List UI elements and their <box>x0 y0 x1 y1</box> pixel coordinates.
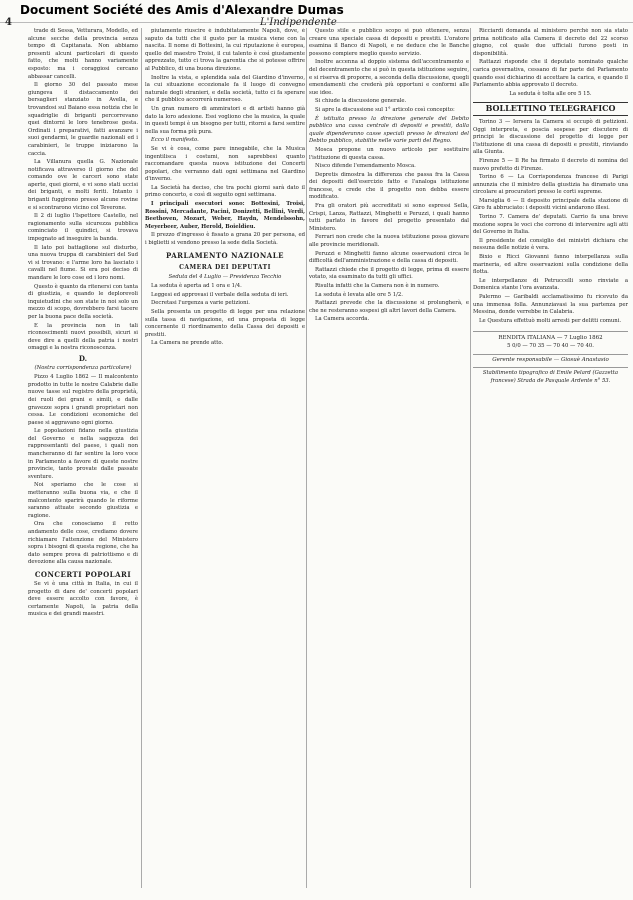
paragraph: Rattazzi risponde che il deputato nominato qualche carica governativa, cessano di far parte del Parlamento quando essi dichiarino di accettare la carica, e quando il Parlamento abbia approvato il decreto. <box>473 59 628 89</box>
paragraph: Ferrari non crede che la nuova istituzione possa giovare alle provincie meridionali. <box>309 234 469 249</box>
paragraph: Ricciardi domanda al ministero perchè non sia stato prima notificato alla Camera il decreto del 22 scorso giugno, col quale due ufficiali furono posti in disponibilità. <box>473 28 628 57</box>
paragraph: Nisco difende l'emendamento Mosca. <box>315 163 416 170</box>
signature-initial: D. <box>78 353 88 363</box>
paragraph: Fra gli oratori più accreditati si sono espressi Sella, Crispi, Lanza, Rattazzi, Minghetti e Peruzzi, i quali hanno tutti parlato in favore del progetto presentato dal Ministero. <box>309 203 469 232</box>
telegraph-item: Le Questura effettuò molti arresti per delitti comuni. <box>479 317 622 324</box>
paragraph: Un gran numero di ammiratori e di artisti hanno già dato la loro adesione. Essi vogliono che la musica, la quale in questi tempi è un bisogno per tutti, ritorni a farsi sentire nella sua forma più pura. <box>145 105 305 135</box>
paragraph: La Società ha deciso, che tra pochi giorni sarà dato il primo concerto, e così di seguito ogni settimana. <box>145 184 305 199</box>
section-subtitle: (Nostra corrispondenza particolare) <box>34 364 132 371</box>
column-3 <box>309 28 469 888</box>
section-heading: PARLAMENTO NAZIONALE <box>166 250 284 260</box>
paragraph: Rattazzi prevede che la discussione si prolungherà, e che ne resteranno sospesi gli altri lavori della Camera. <box>309 300 469 314</box>
telegraph-item: Il presidente del consiglio dei ministri dichiara che nessuna delle notizie è vera. <box>473 237 628 252</box>
paragraph: La seduta è levata alle ore 5 1/2. <box>315 291 403 298</box>
column-divider <box>470 28 471 888</box>
paragraph: Si apre la discussione sul 1° articolo così concepito: <box>315 106 455 113</box>
telegraph-item: Torino 7. Camera de' deputati. Carrio fa una breve mozione sopra le voci che corrono di intervenire agli atti del Governo in Italia. <box>473 214 628 236</box>
column-1 <box>28 28 138 888</box>
paragraph: Ecco il manifesto. <box>151 137 199 144</box>
document-title: Document Société des Amis d'Alexandre Dumas <box>20 3 344 17</box>
publisher-note: Gerente responsabile — Giosuè Anastasio <box>473 354 628 365</box>
paragraph: Risulta infatti che la Camera non è in numero. <box>315 283 440 289</box>
telegraph-item: Marsiglia 6 — Il deposito principale della stazione di Giro fu abbruciato: i depositi vicini andarono illesi. <box>473 197 628 212</box>
paragraph: Rattazzi chiede che il progetto di legge, prima di essere votato, sia esaminato da tutti gli uffici. <box>309 266 469 281</box>
newspaper-masthead: L'Indipendente <box>260 17 337 28</box>
paragraph: Se vi è cosa, come pare innegabile, che la Musica ingentilisca i costumi, non saprebbesi quanto raccomandare questa nuova istituzione dei Concerti popolari, che verranno dati ogni settimana nel Giardino d'inverno. <box>145 145 305 183</box>
paragraph: Decretasi l'urgenza a varie petizioni. <box>151 300 250 307</box>
page-number: 4 <box>5 17 12 28</box>
printer-note: Stabilimento tipografico di Emile Pelard (Gazzetta francese) Strada de Pasquale Ardente n° 53. <box>473 367 628 385</box>
paragraph: E la provincia non in tali riconoscimenti nuovi possibili, sicuri si deve dire a quelli della patria i nostri omaggi e la nostra riconoscenza. <box>28 322 138 352</box>
paragraph: I principali esecutori sono: Bottesini, Troisi, Rossini, Mercadante, Pacini, Donizetti, Bellini, Verdi, Beethoven, Mozart, Weber, Haydn, Mendelssohn, Meyerbeer, Auber, Herold, Boieldieu. <box>145 201 305 230</box>
column-divider <box>141 28 142 888</box>
paragraph: Il 2 di luglio l'Ispettore Castello, nel ragionamento sulla sicurezza pubblica cominciato il quindici, si trovava impegnato ad inseguire la banda. <box>28 213 138 243</box>
telegraph-item: Palermo — Garibaldi acclamatissimo fu ricevuto da una immensa folla. Annunziavasi la sua partenza per Messina, donde verrebbe in Calabria. <box>473 294 628 316</box>
telegraph-item: Le interpellanze di Petruccelli sono rinviate a Domenica stante l'ora avanzata. <box>473 277 628 292</box>
paragraph: La Camera accorda. <box>315 316 370 323</box>
paragraph: Inoltre accenna al doppio sistema dell'accentramento e del decentramento che si può in questa istituzione seguire, e si riserva di proporre, a seconda della discussione, quegli emendamenti che crederà più opportuni e conformi alle sue idee. <box>309 59 469 96</box>
paragraph: trade di Sessa, Vetturara, Modello, ed alcune secche della provincia senza tempo di Capitanata. Non abbiamo presenti alcuni particolari di questo fatto, che molti hanno variamente esposto: ma i coraggiosi cercano abbassar cancelli. <box>28 28 138 80</box>
paragraph: Leggesi ed approvasi il verbale della seduta di ieri. <box>151 291 289 298</box>
paragraph: Noi speriamo che le cose si metteranno sulla buona via, e che il malcontento sparirà quando le riforme saranno attuate secondo giustizia e ragione. <box>28 482 138 519</box>
paragraph: La seduta è aperta ad 1 ora e 1/4. <box>151 283 242 290</box>
paragraph: Depretis dimostra la differenza che passa fra la Cassa dei depositi dell'esercizio fatto e l'analoga istituzione francese, e crede che il progetto non debba essere modificato. <box>309 171 469 201</box>
paragraph: Peruzzi e Minghetti fanno alcune osservazioni circa le difficoltà dell'amministrazione e della cassa di depositi. <box>309 250 469 265</box>
paragraph: Pizzo 4 Luglio 1862 — Il malcontento prodotto in tutte le nostre Calabrie dalle nuove tasse sul registro della proprietà, dei ruoli dei grani e simili, e dalle gravezze sopra i grandi proprietari non cessa. Le condizioni economiche del paese si aggravano ogni giorno. <box>28 374 138 426</box>
paragraph: Si chiude la discussione generale. <box>315 98 407 105</box>
paragraph: La Camera ne prende atto. <box>151 340 224 347</box>
section-heading: BOLLETTINO TELEGRAFICO <box>473 102 628 116</box>
telegraph-item: Firenze 5 — Il Re ha firmato il decreto di nomina del nuovo prefetto di Firenze. <box>473 157 628 172</box>
session-closing: La seduta è tolta alle ore 5 15. <box>509 90 592 97</box>
paragraph: Sella presenta un progetto di legge per una relazione sulla tassa di navigazione, ed una proposta di legge concernente il riordinamento della Cassa dei depositi e prestiti. <box>145 309 305 338</box>
rendita-values: 5 0/0 — 70 35 — 70 40 — 70 40. <box>507 342 594 349</box>
telegraph-item: Torino 3 — Iersera la Camera si occupò di petizioni. Oggi interpreta, e poscia sospese per discutere di principi le discussione del progetto di legge per l'istituzione di una cassa di depositi e prestiti, rinviando alla Giunta. <box>473 118 628 156</box>
paragraph: Questo stile e pubblico scopo si può ottenere, senza creare una speciale cassa di depositi e prestiti. L'oratore esamina il Banco di Napoli, e ne deduce che le Banche possono compiere meglio questo servizio. <box>309 28 469 57</box>
paragraph: Inoltre la vista, e splendida sala del Giardino d'inverno, la cui situazione eccezionale fa il luogo di convegno naturale degli stranieri, e della società, tutto ci fa sperare che il pubblico accorrerà numeroso. <box>145 74 305 104</box>
paragraph: Questo è quanto da ritenersi con tanta di giustizia, e quando le deplorevoli inquietudini che son state in noi solo un mezzo di scopo, dovrebbero farsi tacere per la buona pace della società. <box>28 283 138 320</box>
paragraph: piutamente riuscire è indubitatamente Napoli, dove, è saputo da tutti che il gusto per la musica viene con la nascita. Il nome di Bottesini, la cui riputazione è europea, quello del maestro Troisi, il cui talento è così giustamente apprezzato, tutto ci trova la garentia che si potesse offrire al Pubblico, di una buona direzione. <box>145 28 305 72</box>
paragraph: Ora che conosciamo il retto andamento delle cose, crediamo dovere richiamare l'attenzione del Ministero sopra i bisogni di questa regione, che ha dato sempre prova di patriottismo e di devozione alla causa nazionale. <box>28 521 138 566</box>
paragraph: Le popolazioni fidano nella giustizia del Governo e nella saggezza dei rappresentanti del paese, i quali non mancheranno di far sentire la loro voce in Parlamento a favore di queste nostre provincie, tanto provate dalle passate sventure. <box>28 428 138 480</box>
column-2 <box>145 28 305 888</box>
paragraph: Mosca propone un nuovo articolo per sostituire l'istituzione di questa cassa. <box>309 146 469 161</box>
paragraph: Il prezzo d'ingresso è fissato a grana 20 per persona, ed i biglietti si vendono presso la sede della Società. <box>145 232 305 247</box>
telegraph-item: Torino 6 — La Corrispondenza francese di Parigi annunzia che il ministro della giustizia ha diramato una circolare ai procuratori presso le corti supreme. <box>473 174 628 196</box>
session-info: Seduta del 4 Luglio — Presidenza Tecchio <box>168 273 282 280</box>
paragraph: Il lato poi battaglione sul disturbo, una nuova truppa di carabinieri del Sud vi si trovano: e l'arme loro ha lasciato i cavalli nel fiume. Si era poi deciso di mandare le loro cose ed i loro nomi. <box>28 244 138 281</box>
column-divider <box>306 28 307 888</box>
section-subheading: CAMERA DEI DEPUTATI <box>179 263 271 271</box>
telegraph-item: Bixio e Ricci Giovanni fanno interpellanza sulla marineria, ed altre osservazioni sulla condizione della flotta. <box>473 254 628 276</box>
paragraph: È istituita presso la direzione generale del Debito pubblico una cassa centrale di depositi e prestiti, dalla quale dipenderanno casse speciali presso le direzioni del Debito pubblico, stabilite nelle varie parti del Regno. <box>309 115 469 145</box>
paragraph: Se vi è una città in Italia, in cui il progetto di dare de' concerti popolari deve essere accolto con favore, è certamente Napoli, la patria della musica e dei grandi maestri. <box>28 580 138 618</box>
column-4 <box>473 28 628 888</box>
paragraph: La Villanura quella G. Nazionale notificava attraverso il giorno che del comando ove le carceri sono state aperte, quei giorni, e vi sono stati uccisi dei briganti, e molti feriti. Intanto i briganti fuggirono presso alcune rovine e si scontrarono vicino col Teverone. <box>28 159 138 211</box>
rendita-heading: RENDITA ITALIANA — 7 Luglio 1862 <box>473 331 628 343</box>
section-heading: CONCERTI POPOLARI <box>34 569 132 579</box>
paragraph: Il giorno 30 del passato mese giungeva il distaccamento dei bersaglieri stanziato in Avella, e trovandosi sul Baiano essa notizia che le squadriglie di briganti percorrevano quei dintorni le loro tenebrose gesta. Ordinati i preparativi, fatti avanzare i suoi gendarmi, le guardie nazionali ed i carabinieri, le truppe iniziarono la caccia. <box>28 82 138 157</box>
